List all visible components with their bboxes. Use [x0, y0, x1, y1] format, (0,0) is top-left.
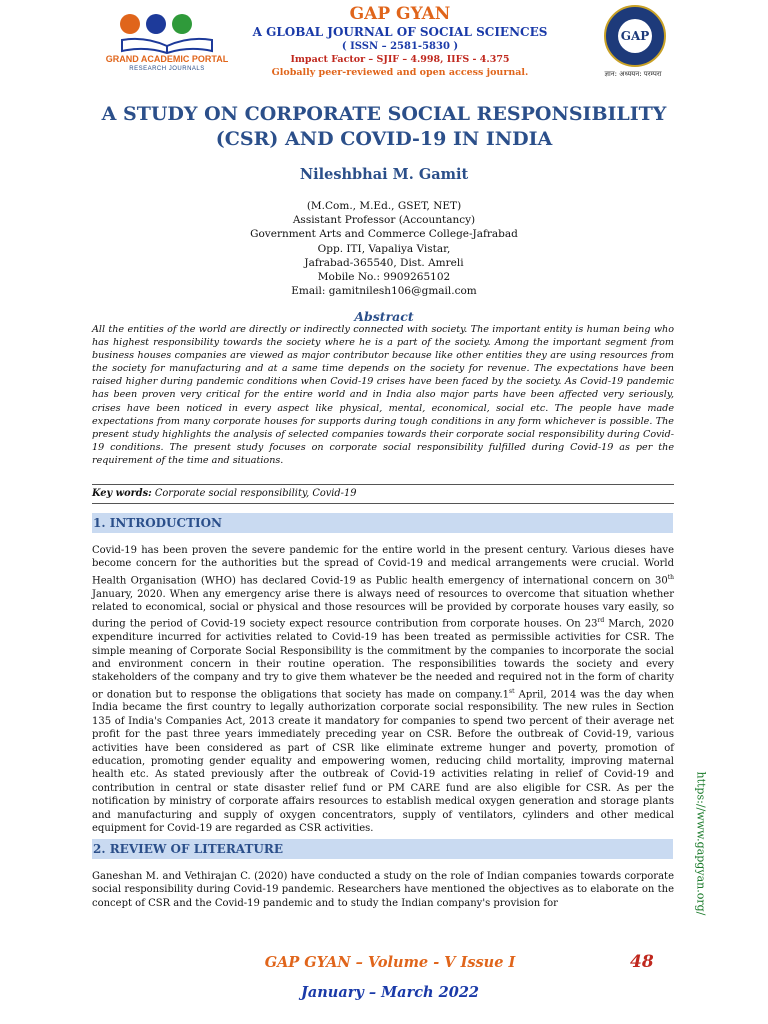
introduction-text — [92, 544, 674, 836]
section-heading-review: 2. REVIEW OF LITERATURE — [92, 839, 673, 859]
affiliation-line: Opp. ITI, Vapaliya Vistar, — [317, 242, 451, 255]
journal-subtitle: A GLOBAL JOURNAL OF SOCIAL SCIENCES — [252, 25, 548, 39]
abstract-heading: Abstract — [354, 309, 414, 324]
divider — [92, 484, 674, 485]
author-affiliation — [180, 199, 588, 298]
portal-subtitle: RESEARCH JOURNALS — [129, 66, 205, 72]
keywords-text: Corporate social responsibility, Covid-19 — [151, 488, 357, 499]
review-text: Ganeshan M. and Vethirajan C. (2020) have conducted a study on the role of Indian companies towards corporate social responsibility during Covid-19 pandemic. Researchers have mentioned the objectives as to elaborate on the concept of CSR and the Covid-19 pandemic and to study the Indian company's provision for — [92, 871, 674, 909]
page-number: 48 — [630, 952, 654, 972]
divider — [92, 503, 674, 504]
journal-url-text[interactable]: https://www.gapgyan.org/ — [694, 771, 708, 916]
logo-blue-circle — [146, 14, 166, 34]
logo-orange-circle — [120, 14, 140, 34]
affiliation-line: Assistant Professor (Accountancy) — [292, 214, 476, 227]
superscript: rd — [597, 617, 605, 625]
keywords — [92, 488, 674, 499]
affiliation-line: (M.Com., M.Ed., GSET, NET) — [306, 200, 462, 212]
affiliation-line: Email: gamitnilesh106@gmail.com — [291, 285, 477, 298]
keywords-label: Key words: — [92, 488, 152, 499]
journal-title: GAP GYAN — [349, 4, 451, 24]
journal-url[interactable] — [676, 771, 708, 920]
author-name: Nileshbhai M. Gamit — [299, 166, 469, 183]
intro-part: January, 2020. When any emergency arise there is always need of resources to overcome that situation whether related to economical, social or physical and those resources will be provided by corporate houses vary easily, so during the period of Covid-19 society expect resource contribution from corporate houses. On 23 — [92, 588, 674, 630]
seal-text: GAP — [618, 19, 652, 53]
superscript: th — [667, 573, 674, 581]
abstract-text: All the entities of the world are directly or indirectly connected with society. The important entity is human being who has highest responsibility towards the society where he is a part of the society. Among the important segment from business houses companies are viewed as major contributor because like other entities they are using resources from the society for manufacturing and at a same time depends on the society for revenue. The expectations have been raised higher during pandemic conditions when Covid-19 crises have been faced by the society. As Covid-19 pandemic has been proven very critical for the entire world and in India also major parts have been affected very seriously, crises have been noticed in every aspect like physical, mental, economical, social etc. The people have made expectations from many corporate houses for supports during tough conditions in any form whichever is possible. The present study highlights the analysis of selected companies towards their corporate social responsibility during Covid-19 conditions. The present study focuses on corporate social responsibility fulfilled during Covid-19 as per the requirement of the time and situations. — [92, 324, 674, 466]
intro-part: March, 2020 expenditure incurred for activities related to Covid-19 has been treated as permissible activities for CSR. The simple meaning of Corporate Social Responsibility is the commitment by the companies to incorporate the social and environment concern in their routine operation. The responsibilities towards the society and every stakeholders of the company and try to give them whatever be the needed and required not in the form of charity or donation but to response the obligations that society has made on company.1 — [92, 618, 674, 701]
impact-factor: Impact Factor – SJIF – 4.998, IIFS - 4.375 — [290, 54, 510, 65]
journal-seal — [604, 5, 666, 67]
logo-green-circle — [172, 14, 192, 34]
superscript: st — [509, 687, 515, 695]
affiliation-line: Government Arts and Commerce College-Jafrabad — [250, 228, 518, 241]
affiliation-line: Jafrabad-365540, Dist. Amreli — [304, 256, 464, 269]
journal-issn: ( ISSN – 2581-5830 ) — [341, 41, 459, 52]
peer-review-note: Globally peer-reviewed and open access journal. — [271, 67, 529, 78]
intro-part: April, 2014 was the day when India became the first country to legally authorization corporate social responsibility. The new rules in Section 135 of India's Companies Act, 2013 create it mandatory for companies to spend two percent of their average net profit for the past three years immediately preceding year on CSR. Before the outbreak of Covid-19, various activities have been considered as part of CSR like eliminate extreme hunger and poverty, promotion of education, promoting gender equality and empowering women, reducing child mortality, improving maternal health etc. As stated previously after the outbreak of Covid-19 activities relating in relief of Covid-19 and contribution in central or state disaster relief fund or PM CARE fund are also eligible for CSR. As per the notification by ministry of corporate affairs resources to establish medical oxygen generation and storage plants and manufacturing and supply of oxygen concentrators, supply of ventilators, cylinders and other medical equipment for Covid-19 are regarded as CSR activities. — [92, 689, 674, 835]
affiliation-line: Mobile No.: 9909265102 — [317, 271, 451, 284]
paper-title: A STUDY ON CORPORATE SOCIAL RESPONSIBILITY (CSR) AND COVID-19 IN INDIA — [101, 103, 667, 150]
section-heading-introduction: 1. INTRODUCTION — [92, 513, 673, 533]
footer-date: January – March 2022 — [300, 984, 479, 1001]
portal-logo — [102, 10, 232, 82]
footer-volume: GAP GYAN – Volume - V Issue I — [264, 954, 516, 971]
seal-caption: ज्ञान: अध्ययन: परम्परा — [604, 70, 662, 78]
intro-part: Covid-19 has been proven the severe pandemic for the entire world in the present century. Various dieses have become concern for the authorities but the spread of Covid-19 and medical arrangements were crucial. World Health Organisation (WHO) has declared Covid-19 as Public health emergency of international concern on 30 — [92, 545, 674, 587]
book-icon — [117, 36, 217, 54]
portal-name: GRAND ACADEMIC PORTAL — [105, 54, 229, 64]
